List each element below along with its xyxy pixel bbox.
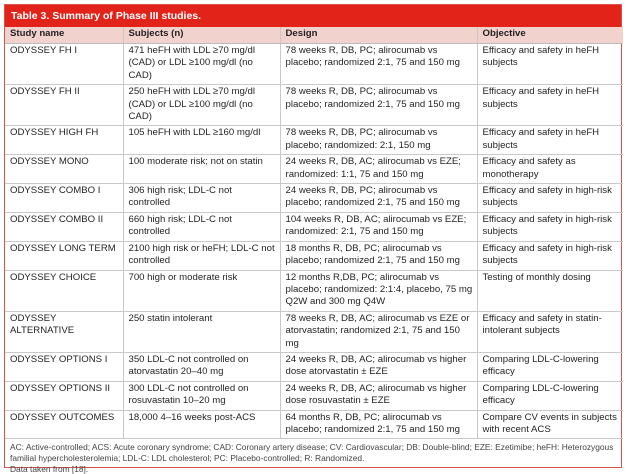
study-name-cell: ODYSSEY CHOICE — [5, 270, 123, 311]
table-row — [5, 241, 623, 270]
study-name-cell: ODYSSEY ALTERNATIVE — [5, 311, 123, 352]
table-container — [4, 4, 622, 474]
study-name-cell: ODYSSEY OUTCOMES — [5, 410, 123, 439]
objective-cell: Testing of monthly dosing — [477, 270, 623, 311]
column-header-study-name: Study name — [5, 27, 123, 44]
subjects-cell: 350 LDL-C not controlled on atorvastatin 20–40 mg — [123, 352, 280, 381]
study-name-cell: ODYSSEY OPTIONS I — [5, 352, 123, 381]
objective-cell: Efficacy and safety in heFH subjects — [477, 44, 623, 85]
table-row — [5, 352, 623, 381]
subjects-cell: 18,000 4–16 weeks post-ACS — [123, 410, 280, 439]
column-header-design: Design — [280, 27, 477, 44]
table-row — [5, 212, 623, 241]
design-cell: 24 weeks R, DB, PC; alirocumab vs placebo; randomized 2:1, 75 and 150 mg — [280, 184, 477, 213]
study-name-cell: ODYSSEY LONG TERM — [5, 241, 123, 270]
objective-cell: Comparing LDL-C-lowering efficacy — [477, 381, 623, 410]
subjects-cell: 105 heFH with LDL ≥160 mg/dl — [123, 126, 280, 155]
subjects-cell: 100 moderate risk; not on statin — [123, 155, 280, 184]
study-name-cell: ODYSSEY FH II — [5, 85, 123, 126]
objective-cell: Efficacy and safety in heFH subjects — [477, 126, 623, 155]
study-name-cell: ODYSSEY COMBO I — [5, 184, 123, 213]
design-cell: 24 weeks R, DB, AC; alirocumab vs higher dose atorvastatin ± EZE — [280, 352, 477, 381]
column-header-subjects: Subjects (n) — [123, 27, 280, 44]
design-cell: 18 months R, DB, PC; alirocumab vs placebo; randomized 2:1, 75 and 150 mg — [280, 241, 477, 270]
design-cell: 78 weeks R, DB, PC; alirocumab vs placebo; randomized 2:1, 75 and 150 mg — [280, 85, 477, 126]
footnote-source: Data taken from [18]. — [10, 463, 89, 474]
subjects-cell: 300 LDL-C not controlled on rosuvastatin 10–20 mg — [123, 381, 280, 410]
design-cell: 12 months R,DB, PC; alirocumab vs placebo; randomized: 2:1:4, placebo, 75 mg Q2W and 300 mg Q4W — [280, 270, 477, 311]
design-cell: 24 weeks R, DB, AC; alirocumab vs higher dose rosuvastatin ± EZE — [280, 381, 477, 410]
table-title: Table 3. Summary of Phase III studies. — [5, 5, 621, 27]
objective-cell: Efficacy and safety in high-risk subjects — [477, 184, 623, 213]
objective-cell: Efficacy and safety as monotherapy — [477, 155, 623, 184]
header-row — [5, 27, 623, 44]
subjects-cell: 306 high risk; LDL-C not controlled — [123, 184, 280, 213]
table-row — [5, 381, 623, 410]
objective-cell: Compare CV events in subjects with recent ACS — [477, 410, 623, 439]
subjects-cell: 471 heFH with LDL ≥70 mg/dl (CAD) or LDL ≥100 mg/dl (no CAD) — [123, 44, 280, 85]
footnote-abbreviations: AC: Active-controlled; ACS: Acute coronary syndrome; CAD: Coronary artery disease; CV: Cardiovascular; DB: Double-blind; EZE: Ezetimibe; heFH: Heterozygous familial hypercholesterolemia; LDL-C: LDL cholesterol; PC: Placebo-controlled; R: Randomized. — [10, 442, 614, 463]
design-cell: 64 months R, DB, PC; alirocumab vs placebo; randomized 2:1, 75 and 150 mg — [280, 410, 477, 439]
table-row — [5, 85, 623, 126]
design-cell: 78 weeks R, DB, PC; alirocumab vs placebo; randomized 2:1, 75 and 150 mg — [280, 44, 477, 85]
table-row — [5, 44, 623, 85]
table-row — [5, 155, 623, 184]
table-row — [5, 311, 623, 352]
study-name-cell: ODYSSEY HIGH FH — [5, 126, 123, 155]
subjects-cell: 250 heFH with LDL ≥70 mg/dl (CAD) or LDL ≥100 mg/dl (no CAD) — [123, 85, 280, 126]
study-name-cell: ODYSSEY FH I — [5, 44, 123, 85]
table-row — [5, 410, 623, 439]
subjects-cell: 250 statin intolerant — [123, 311, 280, 352]
column-header-objective: Objective — [477, 27, 623, 44]
subjects-cell: 2100 high risk or heFH; LDL-C not controlled — [123, 241, 280, 270]
design-cell: 104 weeks R, DB, AC; alirocumab vs EZE; randomized: 2:1, 75 and 150 mg — [280, 212, 477, 241]
study-name-cell: ODYSSEY OPTIONS II — [5, 381, 123, 410]
design-cell: 78 weeks R, DB, PC; alirocumab vs placebo; randomized: 2:1, 150 mg — [280, 126, 477, 155]
table-row — [5, 270, 623, 311]
objective-cell: Efficacy and safety in high-risk subjects — [477, 212, 623, 241]
objective-cell: Efficacy and safety in high-risk subjects — [477, 241, 623, 270]
objective-cell: Efficacy and safety in statin-intolerant subjects — [477, 311, 623, 352]
objective-cell: Comparing LDL-C-lowering efficacy — [477, 352, 623, 381]
design-cell: 78 weeks R, DB, AC; alirocumab vs EZE or atorvastatin; randomized 2:1, 75 and 150 mg — [280, 311, 477, 352]
study-name-cell: ODYSSEY MONO — [5, 155, 123, 184]
subjects-cell: 660 high risk; LDL-C not controlled — [123, 212, 280, 241]
studies-table — [5, 27, 623, 439]
objective-cell: Efficacy and safety in heFH subjects — [477, 85, 623, 126]
subjects-cell: 700 high or moderate risk — [123, 270, 280, 311]
table-row — [5, 126, 623, 155]
study-name-cell: ODYSSEY COMBO II — [5, 212, 123, 241]
table-row — [5, 184, 623, 213]
design-cell: 24 weeks R, DB, AC; alirocumab vs EZE; randomized: 1:1, 75 and 150 mg — [280, 155, 477, 184]
